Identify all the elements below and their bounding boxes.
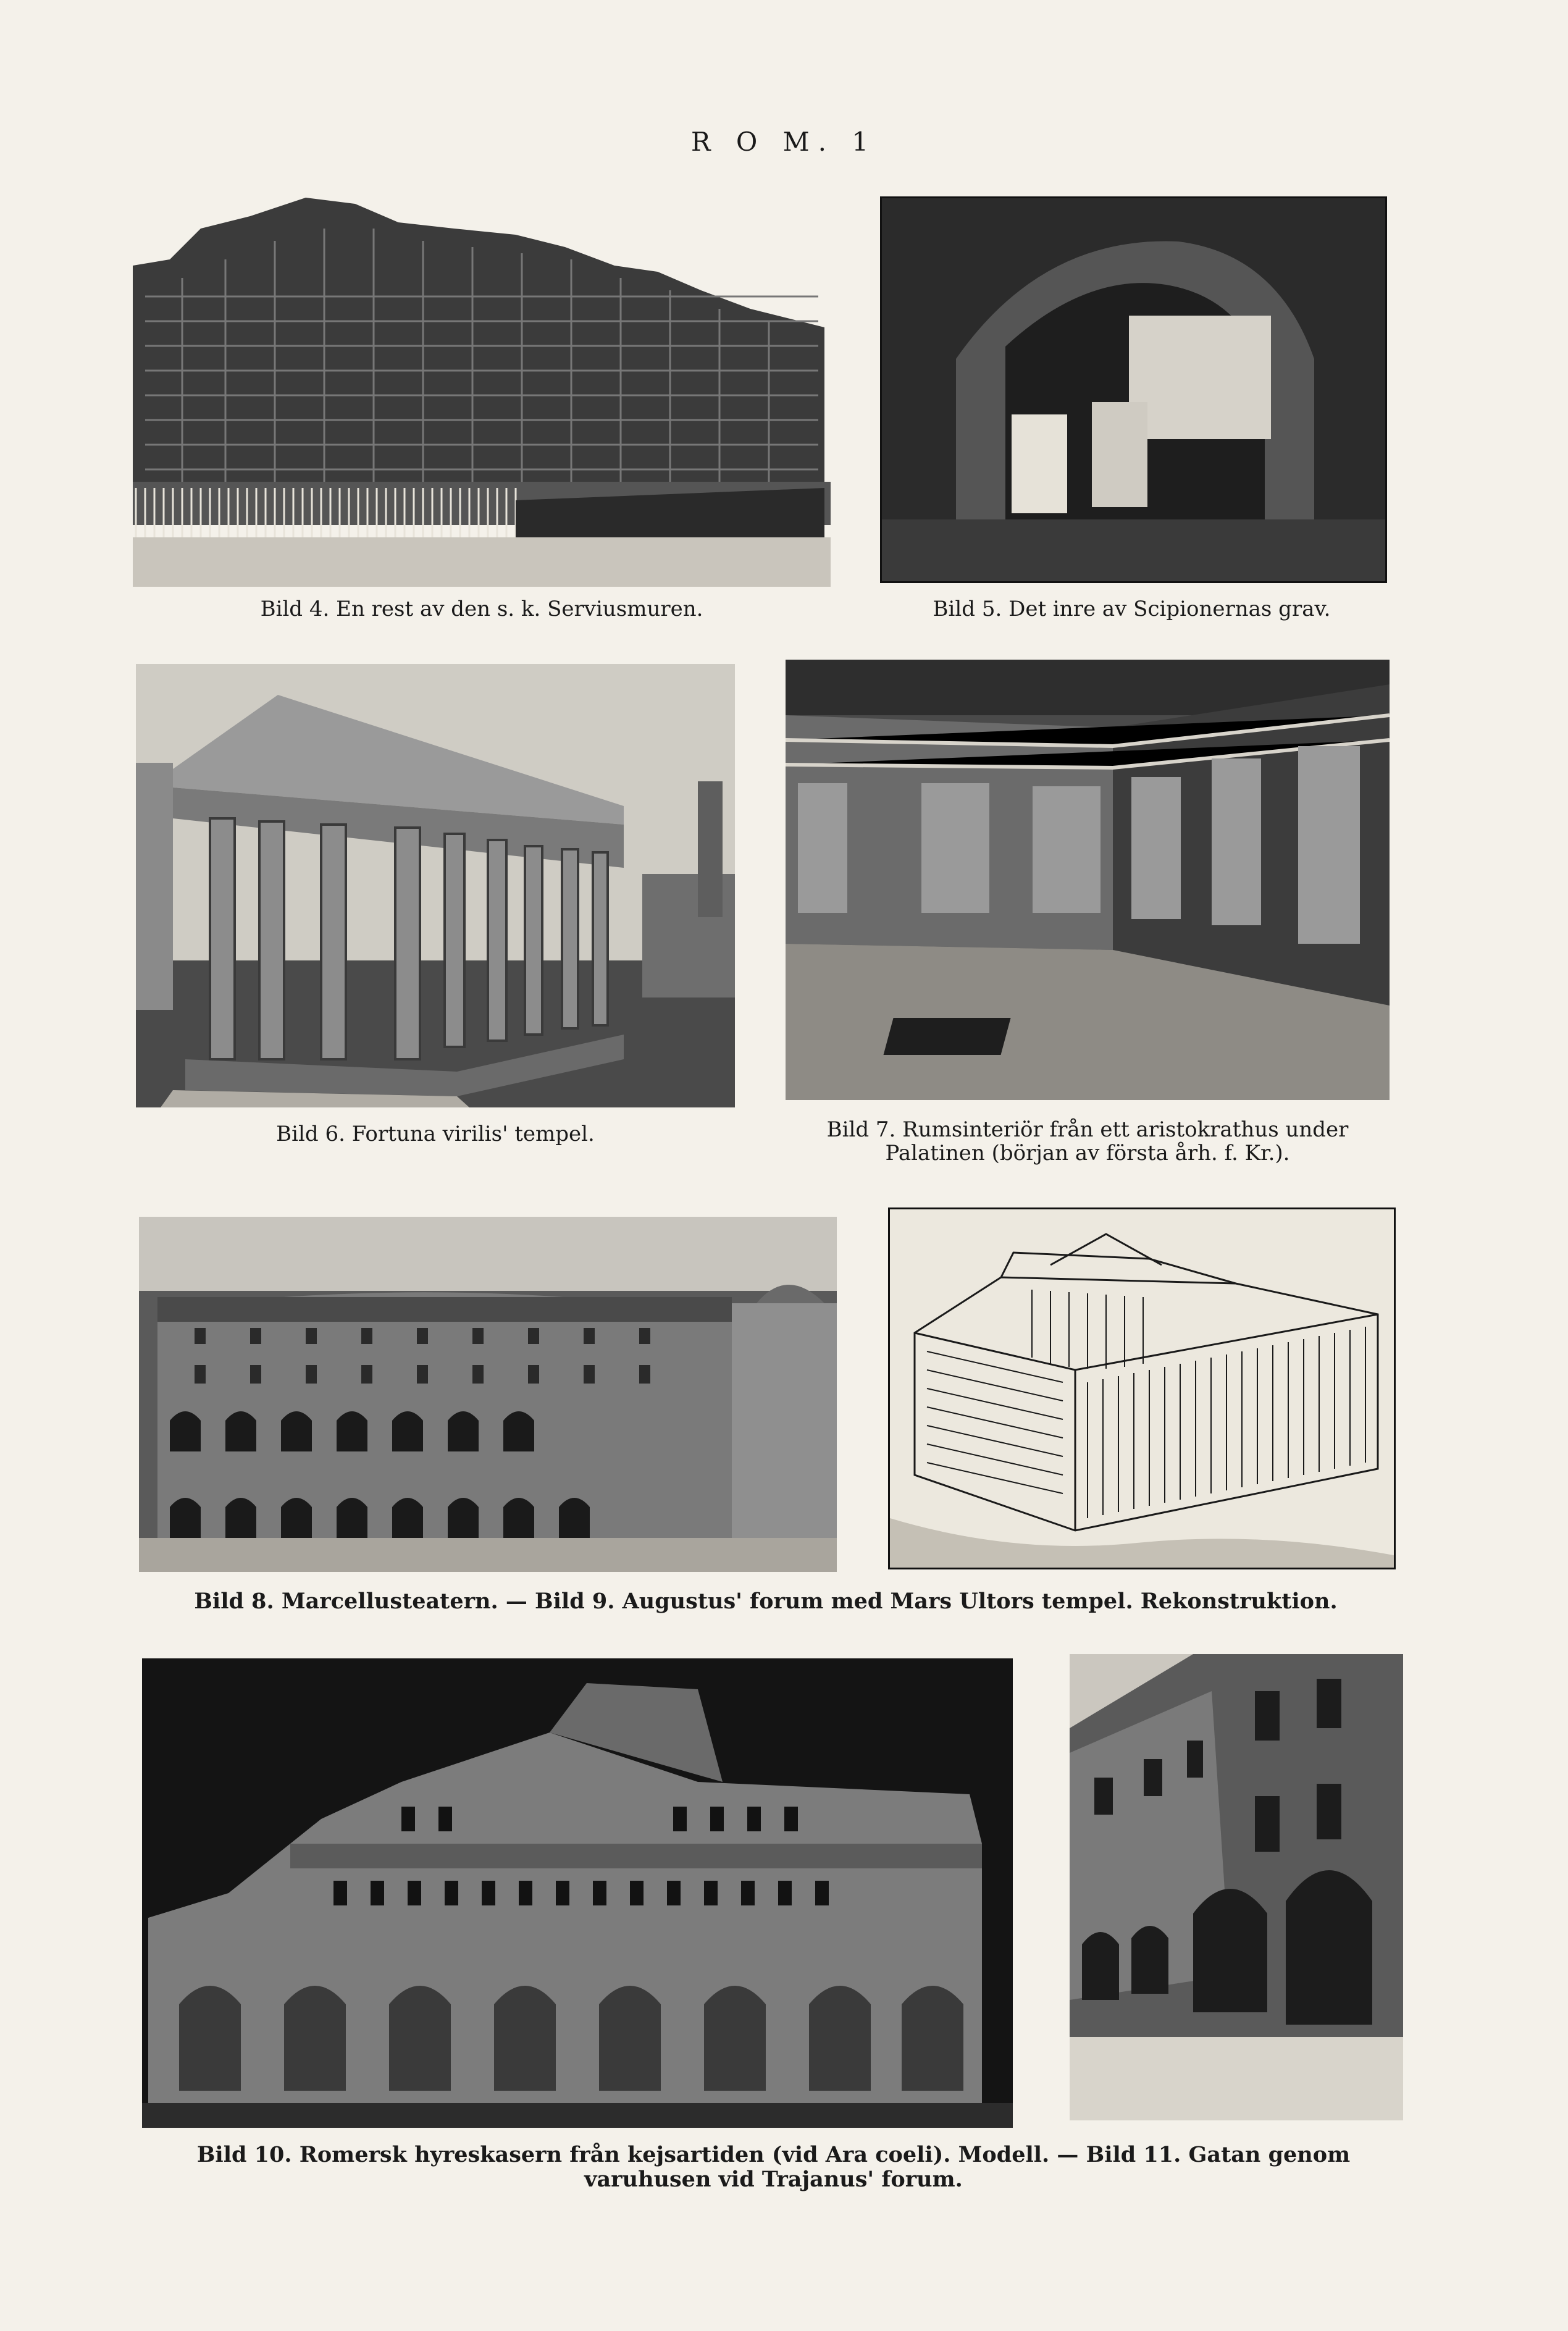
photo-marcellusteatern — [139, 1217, 837, 1572]
caption-bild-8-9: Bild 8. Marcellusteatern. — Bild 9. Augustus' forum med Mars Ultors tempel. Rekonstruktion. — [194, 1589, 1338, 1614]
photo-gatan-trajanus-forum — [1070, 1654, 1403, 2120]
caption-bild-7-line1: Bild 7. Rumsinteriör från ett aristokrathus under — [826, 1117, 1349, 1142]
caption-bild-7-line2: Palatinen (början av första årh. f. Kr.). — [885, 1141, 1290, 1166]
photo-serviusmuren — [133, 191, 831, 587]
caption-bild-6: Bild 6. Fortuna virilis' tempel. — [276, 1122, 595, 1146]
photo-romersk-hyreskasern — [142, 1658, 1013, 2128]
caption-bild-4: Bild 4. En rest av den s. k. Serviusmuren. — [260, 597, 703, 621]
photo-rumsinterior — [786, 660, 1390, 1100]
photo-augustus-forum — [888, 1208, 1396, 1569]
caption-bild-5: Bild 5. Det inre av Scipionernas grav. — [933, 597, 1331, 621]
caption-bild-10-11-line1: Bild 10. Romersk hyreskasern från kejsartiden (vid Ara coeli). Modell. — Bild 11. Gatan genom — [196, 2142, 1351, 2167]
page-title: R O M. 1 — [690, 127, 878, 157]
photo-fortuna-virilis-tempel — [136, 664, 735, 1107]
caption-bild-10-11-line2: varuhusen vid Trajanus' forum. — [584, 2167, 963, 2192]
photo-scipionernas-grav — [880, 196, 1387, 583]
